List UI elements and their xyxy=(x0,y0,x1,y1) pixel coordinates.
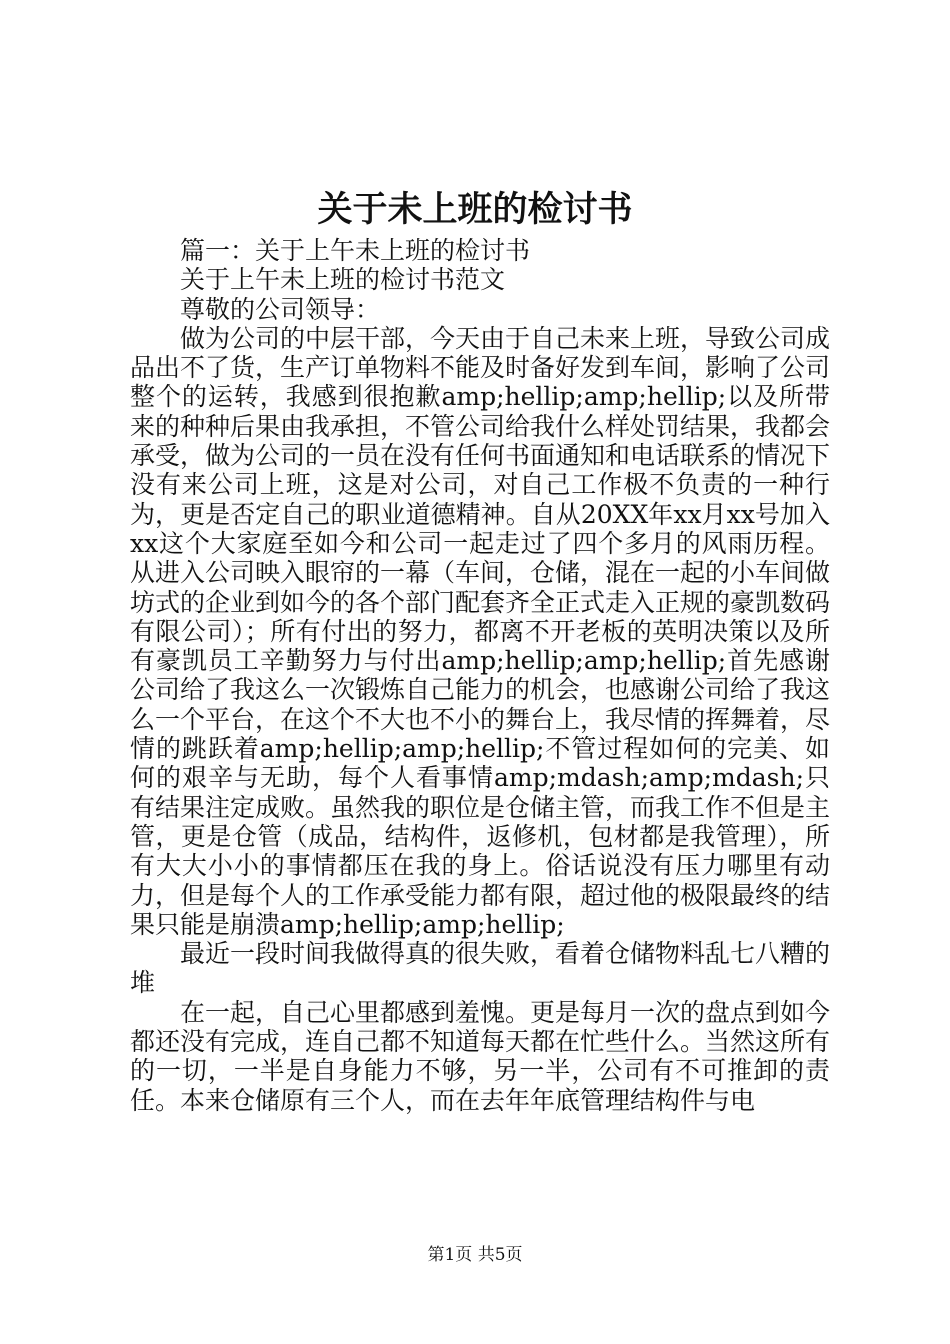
page-number: 第1页 共5页 xyxy=(427,1245,523,1265)
body-paragraph: 在一起，自己心里都感到羞愧。更是每月一次的盘点到如今都还没有完成，连自己都不知道每天都在忙些什么。当然这所有的一切，一半是自身能力不够，另一半，公司有不可推卸的责任。本来仓储原有三个人，而在去年年底管理结构件与电 xyxy=(130,997,831,1115)
section-heading: 篇一：关于上午未上班的检讨书 xyxy=(180,236,531,265)
body-paragraph: 做为公司的中层干部，今天由于自己未来上班，导致公司成品出不了货，生产订单物料不能及时备好发到车间，影响了公司整个的运转，我感到很抱歉amp;hellip;amp;hellip;以及所带来的种种后果由我承担，不管公司给我什么样处罚结果，我都会承受，做为公司的一员在没有任何书面通知和电话联系的情况下没有来公司上班，这是对公司，对自己工作极不负责的一种行为，更是否定自己的职业道德精神。自从20XX年xx月xx号加入xx这个大家庭至如今和公司一起走过了四个多月的风雨历程。从进入公司映入眼帘的一幕（车间，仓储，混在一起的小车间做坊式的企业到如今的各个部门配套齐全正式走入正规的豪凯数码有限公司）；所有付出的努力，都离不开老板的英明决策以及所有豪凯员工辛勤努力与付出amp;hellip;amp;hellip;首先感谢公司给了我这么一次锻炼自己能力的机会，也感谢公司给了我这么一个平台，在这个不大也不小的舞台上，我尽情的挥舞着，尽情的跳跃着amp;hellip;amp;hellip;不管过程如何的完美、如何的艰辛与无助，每个人看事情amp;mdash;amp;mdash;只有结果注定成败。虽然我的职位是仓储主管，而我工作不但是主管，更是仓管（成品，结构件，返修机，包材都是我管理），所有大大小小的事情都压在我的身上。俗话说没有压力哪里有动力，但是每个人的工作承受能力都有限，超过他的极限最终的结果只能是崩溃amp;hellip;amp;hellip; xyxy=(130,323,831,939)
body-paragraph: 最近一段时间我做得真的很失败，看着仓储物料乱七八糟的堆 xyxy=(130,939,831,998)
salutation: 尊敬的公司领导： xyxy=(180,294,381,324)
document-body xyxy=(130,236,830,1115)
subtitle: 关于上午未上班的检讨书范文 xyxy=(180,265,506,295)
document-title: 关于未上班的检讨书 xyxy=(317,189,633,230)
